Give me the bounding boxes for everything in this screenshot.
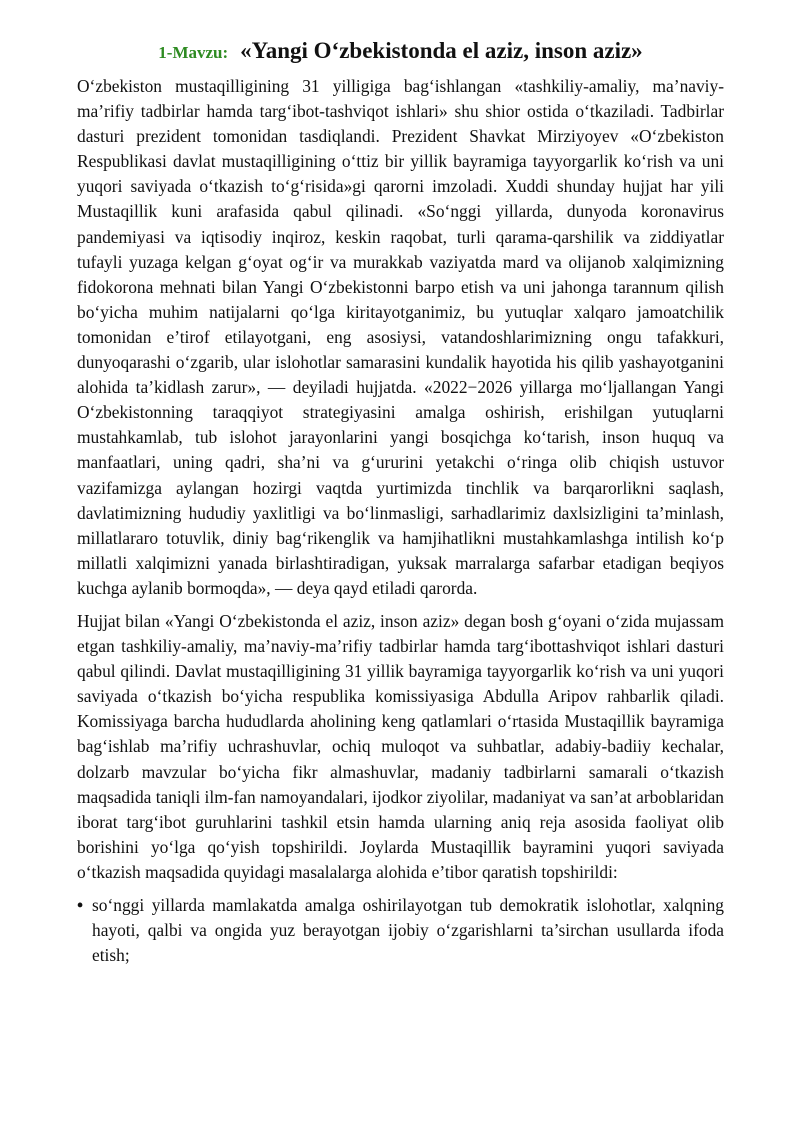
bullet-icon: •: [77, 895, 84, 915]
topic-heading: [77, 32, 724, 68]
paragraph-2: Hujjat bilan «Yangi O‘zbekistonda el aziz, inson aziz» degan bosh g‘oyani o‘zida mujassam etgan tashkiliy-amaliy, ma’naviy-ma’rifiy tadbirlar hamda targ‘ibottashviqot ishlari dasturi qabul qilindi. Davlat mustaqilligining 31 yillik bayramiga tayyorgarlik ko‘rish va uni yuqori saviyada o‘tkazish bo‘yicha respublika komissiyasiga Abdulla Aripov rahbarlik qiladi. Komissiyaga barcha hududlarda aholining keng qatlamlari o‘rtasida Mustaqillik bayramiga bag‘ishlab ma’rifiy uchrashuvlar, ochiq muloqot va suhbatlar, adabiy-badiiy kechalar, dolzarb mavzular bo‘yicha fikr almashuvlar, madaniy tadbirlarni samarali o‘tkazish maqsadida taniqli ilm-fan namoyandalari, ijodkor ziyolilar, madaniyat va san’at arboblaridan iborat targ‘ibot guruhlarini tashkil etsin hamda ularning aniq reja asosida faoliyat olib borishini yo‘lga qo‘yish topshirildi. Joylarda Mustaqillik bayramini yuqori saviyada o‘tkazish maqsadida quyidagi masalalarga alohida e’tibor qaratish topshirildi:: [77, 610, 724, 882]
topic-label: 1-Mavzu:: [158, 43, 229, 62]
paragraph-1: O‘zbekiston mustaqilligining 31 yilligiga bag‘ishlangan «tashkiliy-amaliy, ma’naviy-ma’rifiy tadbirlar hamda targ‘ibot-tashviqot ishlari» shu shior ostida o‘tkaziladi. Tadbirlar dasturi prezident tomonidan tasdiqlandi. Prezident Shavkat Mirziyoyev «O‘zbekiston Respublikasi davlat mustaqilligining o‘ttiz bir yillik bayramiga tayyorgarlik ko‘rish va uni yuqori saviyada o‘tkazish to‘g‘risida»gi qarorni imzoladi. Xuddi shunday hujjat har yili Mustaqillik kuni arafasida qabul qilinadi. «So‘nggi yillarda, dunyoda koronavirus pandemiyasi va iqtisodiy inqiroz, keskin raqobat, turli qarama-qarshilik va ziddiyatlar tufayli yuzaga kelgan g‘oyat og‘ir va murakkab vaziyatda mard va olijanob xalqimizning fidokorona mehnati bilan Yangi O‘zbekistonni barpo etish va uni jahonga tarannum qilish bo‘yicha muhim natijalarni qo‘lga kiritayotganimiz, bu yutuqlar xalqaro jamoatchilik tomonidan e’tirof etilayotgani, eng asosiysi, vatandoshlarimizning ongu tafakkuri, dunyoqarashi o‘zgarib, ular islohotlar samarasini kundalik hayotida his qilib yashayotganini alohida ta’kidlash zarur», — deyiladi hujjatda. «2022−2026 yillarga mo‘ljallangan Yangi O‘zbekistonning taraqqiyot strategiyasini amalga oshirish, erishilgan yutuqlarni mustahkamlab, tub islohot jarayonlarini yangi bosqichga ko‘tarish, inson huquq va manfaatlari, uning qadri, sha’ni va g‘ururini yetakchi o‘ringa olib chiqish ustuvor vazifamizga aylangan hozirgi vaqtda yurtimizda tinchlik va barqarorlikni saqlash, davlatimizning hududiy yaxlitligi va bo‘linmasligi, sarhadlarimiz daxlsizligini ta’minlash, millatlararo totuvlik, diniy bag‘rikenglik va hamjihatlikni mustahkamlashga intilish ko‘p millatli xalqimizni yanada birlashtiradigan, yuksak marralarga safarbar etadigan beqiyos kuchga aylanib bormoqda», — deya qayd etiladi qarorda.: [77, 76, 724, 598]
list-item: [77, 893, 724, 968]
list-item-text: so‘nggi yillarda mamlakatda amalga oshirilayotgan tub demokratik islohotlar, xalqning hayoti, qalbi va ongida yuz berayotgan ijobiy o‘zgarishlarni ta’sirchan usullarda ifoda etish;: [92, 895, 724, 966]
topic-title: «Yangi O‘zbekistonda el aziz, inson aziz»: [240, 38, 643, 63]
